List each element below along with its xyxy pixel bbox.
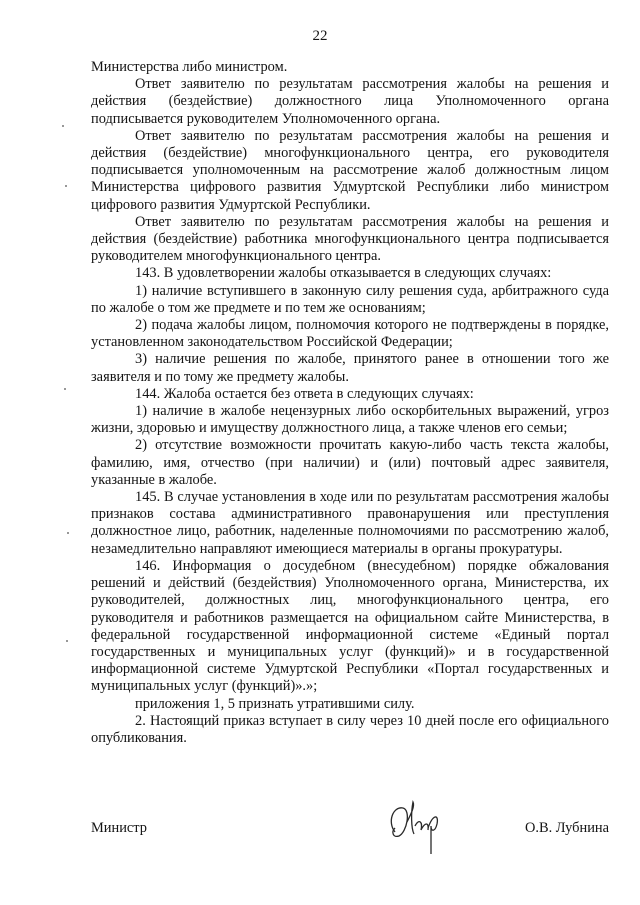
scan-speck xyxy=(62,125,64,127)
paragraph: 1) наличие вступившего в законную силу решения суда, арбитражного суда по жалобе о том же предмете и по тем же основаниям; xyxy=(91,282,609,316)
paragraph: Ответ заявителю по результатам рассмотрения жалобы на решения и действия (бездействие) многофункционального центра, его руководителя подписывается уполномоченным на рассмотрение жалоб должностным лицом Министерства цифрового развития Удмуртской Республики либо министром цифрового развития Удмуртской Республики. xyxy=(91,127,609,213)
scan-speck xyxy=(66,640,68,642)
signatory-name: О.В. Лубнина xyxy=(524,820,609,836)
paragraph: 1) наличие в жалобе нецензурных либо оскорбительных выражений, угроз жизни, здоровью и имуществу должностного лица, а также членов его семьи; xyxy=(91,403,609,437)
paragraph: приложения 1, 5 признать утратившими силу. xyxy=(135,695,415,712)
paragraph: Министерства либо министром. xyxy=(91,59,288,75)
document-body xyxy=(91,59,609,747)
handwritten-signature xyxy=(381,792,451,862)
scan-speck xyxy=(64,388,66,390)
paragraph: Ответ заявителю по результатам рассмотрения жалобы на решения и действия (бездействие) работника многофункционального центра подписывается руководителем многофункционального центра. xyxy=(91,213,609,265)
scan-speck xyxy=(67,532,69,534)
signatory-title: Министр xyxy=(91,820,147,836)
paragraph: 144. Жалоба остается без ответа в следующих случаях: xyxy=(135,385,474,402)
paragraph: 143. В удовлетворении жалобы отказывается в следующих случаях: xyxy=(135,265,552,282)
paragraph: 146. Информация о досудебном (внесудебном) порядке обжалования решений и действий (бездействия) Уполномоченного органа, Министерства, их руководителей, должностных лиц, многофункционального центра, его руководителя и работников размещается на официальном сайте Министерства, в федеральной государственной информационной системе «Единый портал государственных и муниципальных услуг (функций)» и в государственной информационной системе Удмуртской Республики «Портал государственных и муниципальных услуг (функций)».»; xyxy=(91,557,609,695)
scan-speck xyxy=(65,185,67,187)
paragraph: 145. В случае установления в ходе или по результатам рассмотрения жалобы признаков состава административного правонарушения или преступления должностное лицо, работник, наделенные полномочиями по рассмотрению жалоб, незамедлительно направляют имеющиеся материалы в органы прокуратуры. xyxy=(91,489,609,557)
paragraph: 2. Настоящий приказ вступает в силу через 10 дней после его официального опубликования. xyxy=(91,712,609,746)
paragraph: Ответ заявителю по результатам рассмотрения жалобы на решения и действия (бездействие) должностного лица Уполномоченного органа подписывается руководителем Уполномоченного органа. xyxy=(91,76,609,127)
paragraph: 2) отсутствие возможности прочитать какую-либо часть текста жалобы, фамилию, имя, отчество (при наличии) и (или) почтовый адрес заявителя, указанные в жалобе. xyxy=(91,437,609,488)
signature-block xyxy=(91,820,609,860)
paragraph: 3) наличие решения по жалобе, принятого ранее в отношении того же заявителя и по тому же предмету жалобы. xyxy=(91,351,609,385)
paragraph: 2) подача жалобы лицом, полномочия которого не подтверждены в порядке, установленном законодательством Российской Федерации; xyxy=(91,317,609,351)
page-number: 22 xyxy=(312,28,328,44)
